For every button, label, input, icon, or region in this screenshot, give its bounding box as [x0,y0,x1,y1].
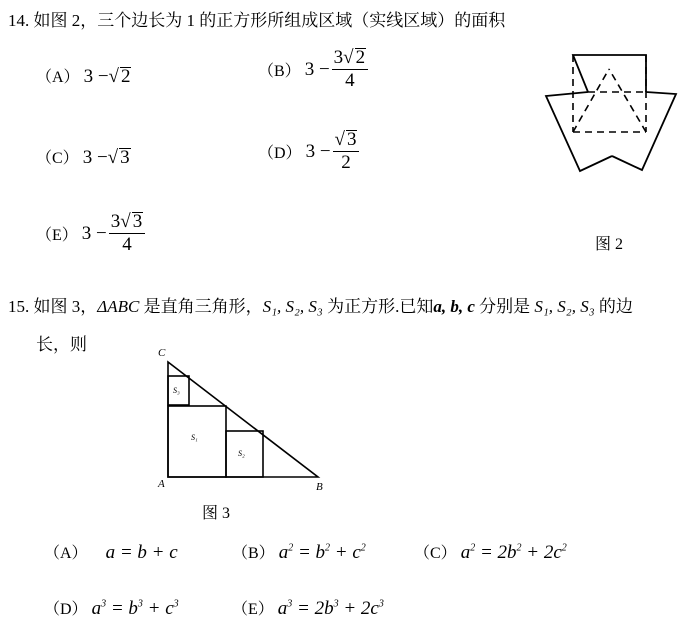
option-lead: 3 − [305,140,331,162]
label-b: B [316,481,323,492]
numerator-coef: 3 [333,47,344,68]
stem-text: 的边 [594,297,633,316]
numerator-radicand: 2 [355,47,366,68]
q15-option-d [44,596,179,620]
triangle-abc [168,362,318,477]
figure-2-caption: 图 2 [595,236,624,253]
q15-stem [8,292,633,317]
option-label: （A） [36,69,80,86]
fraction: $\frac{3√ 3}{4}$ [109,212,145,255]
option-lead: 3 − [83,66,109,87]
square-names: S₁, S₂, S₃ [534,297,595,316]
fraction: $\frac{3√ 2}{4}$ [332,48,368,91]
label-c: C [158,347,166,359]
label-s2: S₂ [238,449,245,458]
q15-option-c [414,540,567,564]
option-label: （C） [414,545,457,562]
option-label: （B） [258,63,301,80]
option-label: （E） [232,601,274,618]
option-label: （A） [44,545,88,562]
three-squares-figure [540,50,680,180]
numerator-radicand: 3 [132,211,143,232]
label-s1: S₁ [191,433,198,442]
option-label: （E） [36,227,78,244]
q15-stem-line2: 长，则 [36,335,87,354]
q15-option-e [232,596,384,620]
option-label: （C） [36,150,79,167]
denominator: 4 [345,70,355,91]
option-label: （B） [232,545,275,562]
option-expression: $a^3 = b^3 + c^3$ [91,598,179,619]
q15-option-b [232,540,366,564]
q14-option-a: （A） 3 −√ 2 [36,66,131,87]
q14-option-c: （C） 3 −√ 3 [36,147,130,168]
option-expression: a = b + c [105,542,178,563]
stem-text: 为正方形.已知 [322,297,434,316]
square-names: S₁, S₂, S₃ [262,297,323,316]
q14-option-e [36,212,145,255]
triangle-name: ΔABC [97,297,140,316]
option-label: （D） [44,601,88,618]
radicand: 3 [120,147,130,168]
fraction: $\frac{√ 3}{2}$ [333,130,360,173]
option-label: （D） [258,145,302,162]
dashed-lines [573,55,646,132]
option-expression: $a^3 = 2b^3 + 2c^3$ [277,598,384,619]
denominator: 4 [122,234,132,255]
right-triangle-figure [150,342,330,492]
denominator: 2 [341,152,351,173]
stem-text: 分别是 [474,297,535,316]
q15-option-a [44,540,178,564]
option-lead: 3 − [81,222,107,244]
q14-option-d [258,130,359,173]
figure-3-caption: 图 3 [202,505,231,522]
q14-option-b [258,48,368,91]
option-lead: 3 − [304,58,330,80]
label-a: A [158,478,165,490]
stem-text: 15. 如图 3， [8,297,98,316]
numerator-radicand: 3 [346,129,357,150]
option-expression: $a^2 = 2b^2 + 2c^2$ [460,542,567,563]
option-expression: $a^2 = b^2 + c^2$ [278,542,366,563]
solid-outline [546,55,676,171]
option-lead: 3 − [82,147,108,168]
q14-stem: 14. 如图 2，三个边长为 1 的正方形所组成区域（实线区域）的面积 [8,11,506,30]
numerator-coef: 3 [110,211,121,232]
side-names: a, b, c [433,297,475,316]
label-s3: S₃ [173,386,180,395]
radicand: 2 [120,66,131,87]
stem-text: 是直角三角形， [139,297,263,316]
